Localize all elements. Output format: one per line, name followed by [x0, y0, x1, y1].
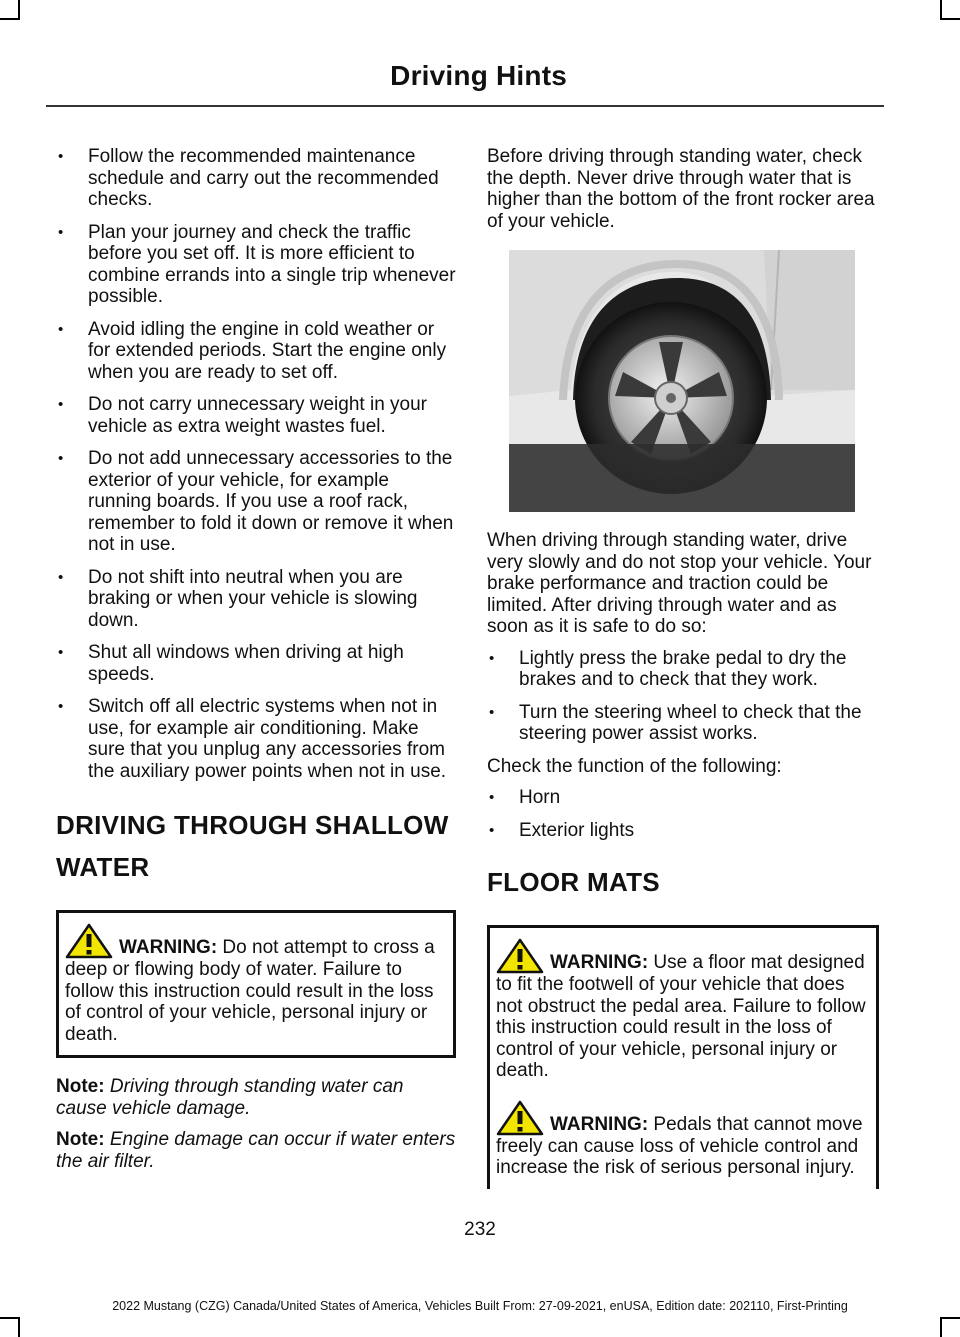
- crop-mark: [940, 1317, 942, 1337]
- crop-mark: [940, 0, 942, 20]
- warning-item: [496, 1100, 870, 1179]
- warning-item: [496, 938, 870, 1082]
- crop-mark: [18, 1317, 20, 1337]
- crop-mark: [18, 0, 20, 20]
- crop-mark: [940, 1317, 960, 1319]
- header-divider: [46, 105, 884, 107]
- intro-paragraph: Before driving through standing water, check the depth. Never drive through water that is higher than the bottom of the front rocker area of your vehicle.: [487, 146, 875, 232]
- page-title: Driving Hints: [390, 60, 567, 91]
- crop-mark: [940, 18, 960, 20]
- warning-triangle-icon: [65, 923, 113, 959]
- list-item: • Exterior lights: [487, 820, 879, 842]
- warning-item: [65, 923, 447, 1045]
- warning-label: WARNING:: [550, 1113, 649, 1135]
- list-item: • Avoid idling the engine in cold weather or for extended periods. Start the engine only when you are ready to set off.: [56, 319, 456, 384]
- list-item: • Do not carry unnecessary weight in your vehicle as extra weight wastes fuel.: [56, 394, 456, 437]
- left-column: [56, 146, 456, 1182]
- list-item: • Horn: [487, 787, 879, 809]
- wheel-water-level-illustration: [509, 250, 855, 512]
- note-label: Note:: [56, 1076, 105, 1097]
- warning-text: Pedals that cannot move freely can cause loss of vehicle control and increase the risk of serious personal injury.: [496, 1113, 863, 1178]
- section-heading-shallow-water: DRIVING THROUGH SHALLOW WATER: [56, 810, 449, 882]
- efficiency-tips-list: [56, 146, 456, 782]
- note-text: Driving through standing water can cause vehicle damage.: [56, 1076, 404, 1119]
- note: [56, 1129, 456, 1172]
- check-function-intro: Check the function of the following:: [487, 755, 782, 777]
- warning-triangle-icon: [496, 1100, 544, 1136]
- crop-mark: [0, 18, 20, 20]
- warning-triangle-icon: [496, 938, 544, 974]
- after-image-paragraph: When driving through standing water, drive very slowly and do not stop your vehicle. Your brake performance and traction could be limited. After driving through water and as soon as it is safe to do so:: [487, 530, 872, 637]
- check-items-list: [487, 787, 879, 841]
- note-label: Note:: [56, 1129, 105, 1150]
- warning-label: WARNING:: [119, 937, 218, 958]
- warning-text: Use a floor mat designed to fit the footwell of your vehicle that does not obstruct the pedal area. Failure to follow this instruction could result in the loss of control of your vehicle, personal injury or death.: [496, 952, 866, 1081]
- crop-mark: [0, 1317, 20, 1319]
- edition-footer: 2022 Mustang (CZG) Canada/United States of America, Vehicles Built From: 27-09-2021, enUSA, Edition date: 202110, First-Printing: [112, 1299, 848, 1313]
- list-item: • Shut all windows when driving at high speeds.: [56, 642, 456, 685]
- list-item: • Follow the recommended maintenance schedule and carry out the recommended checks.: [56, 146, 456, 211]
- list-item: • Do not add unnecessary accessories to the exterior of your vehicle, for example running boards. If you use a roof rack, remember to fold it down or remove it when not in use.: [56, 448, 456, 556]
- warning-text: Do not attempt to cross a deep or flowing body of water. Failure to follow this instruction could result in the loss of control of your vehicle, personal injury or death.: [65, 937, 435, 1045]
- right-column: [487, 146, 879, 1207]
- warning-box: [487, 925, 879, 1189]
- after-water-steps-list: [487, 648, 879, 745]
- page-number: 232: [464, 1219, 496, 1240]
- warning-box: [56, 910, 456, 1058]
- list-item: • Plan your journey and check the traffic before you set off. It is more efficient to combine errands into a single trip whenever possible.: [56, 222, 456, 308]
- section-heading-floor-mats: FLOOR MATS: [487, 867, 660, 897]
- list-item: • Switch off all electric systems when not in use, for example air conditioning. Make sure that you unplug any accessories from the auxiliary power points when not in use.: [56, 696, 456, 782]
- list-item: • Lightly press the brake pedal to dry the brakes and to check that they work.: [487, 648, 879, 691]
- note-text: Engine damage can occur if water enters the air filter.: [56, 1129, 456, 1172]
- list-item: • Do not shift into neutral when you are braking or when your vehicle is slowing down.: [56, 567, 456, 632]
- note: [56, 1076, 456, 1119]
- warning-label: WARNING:: [550, 952, 649, 973]
- list-item: • Turn the steering wheel to check that the steering power assist works.: [487, 702, 879, 745]
